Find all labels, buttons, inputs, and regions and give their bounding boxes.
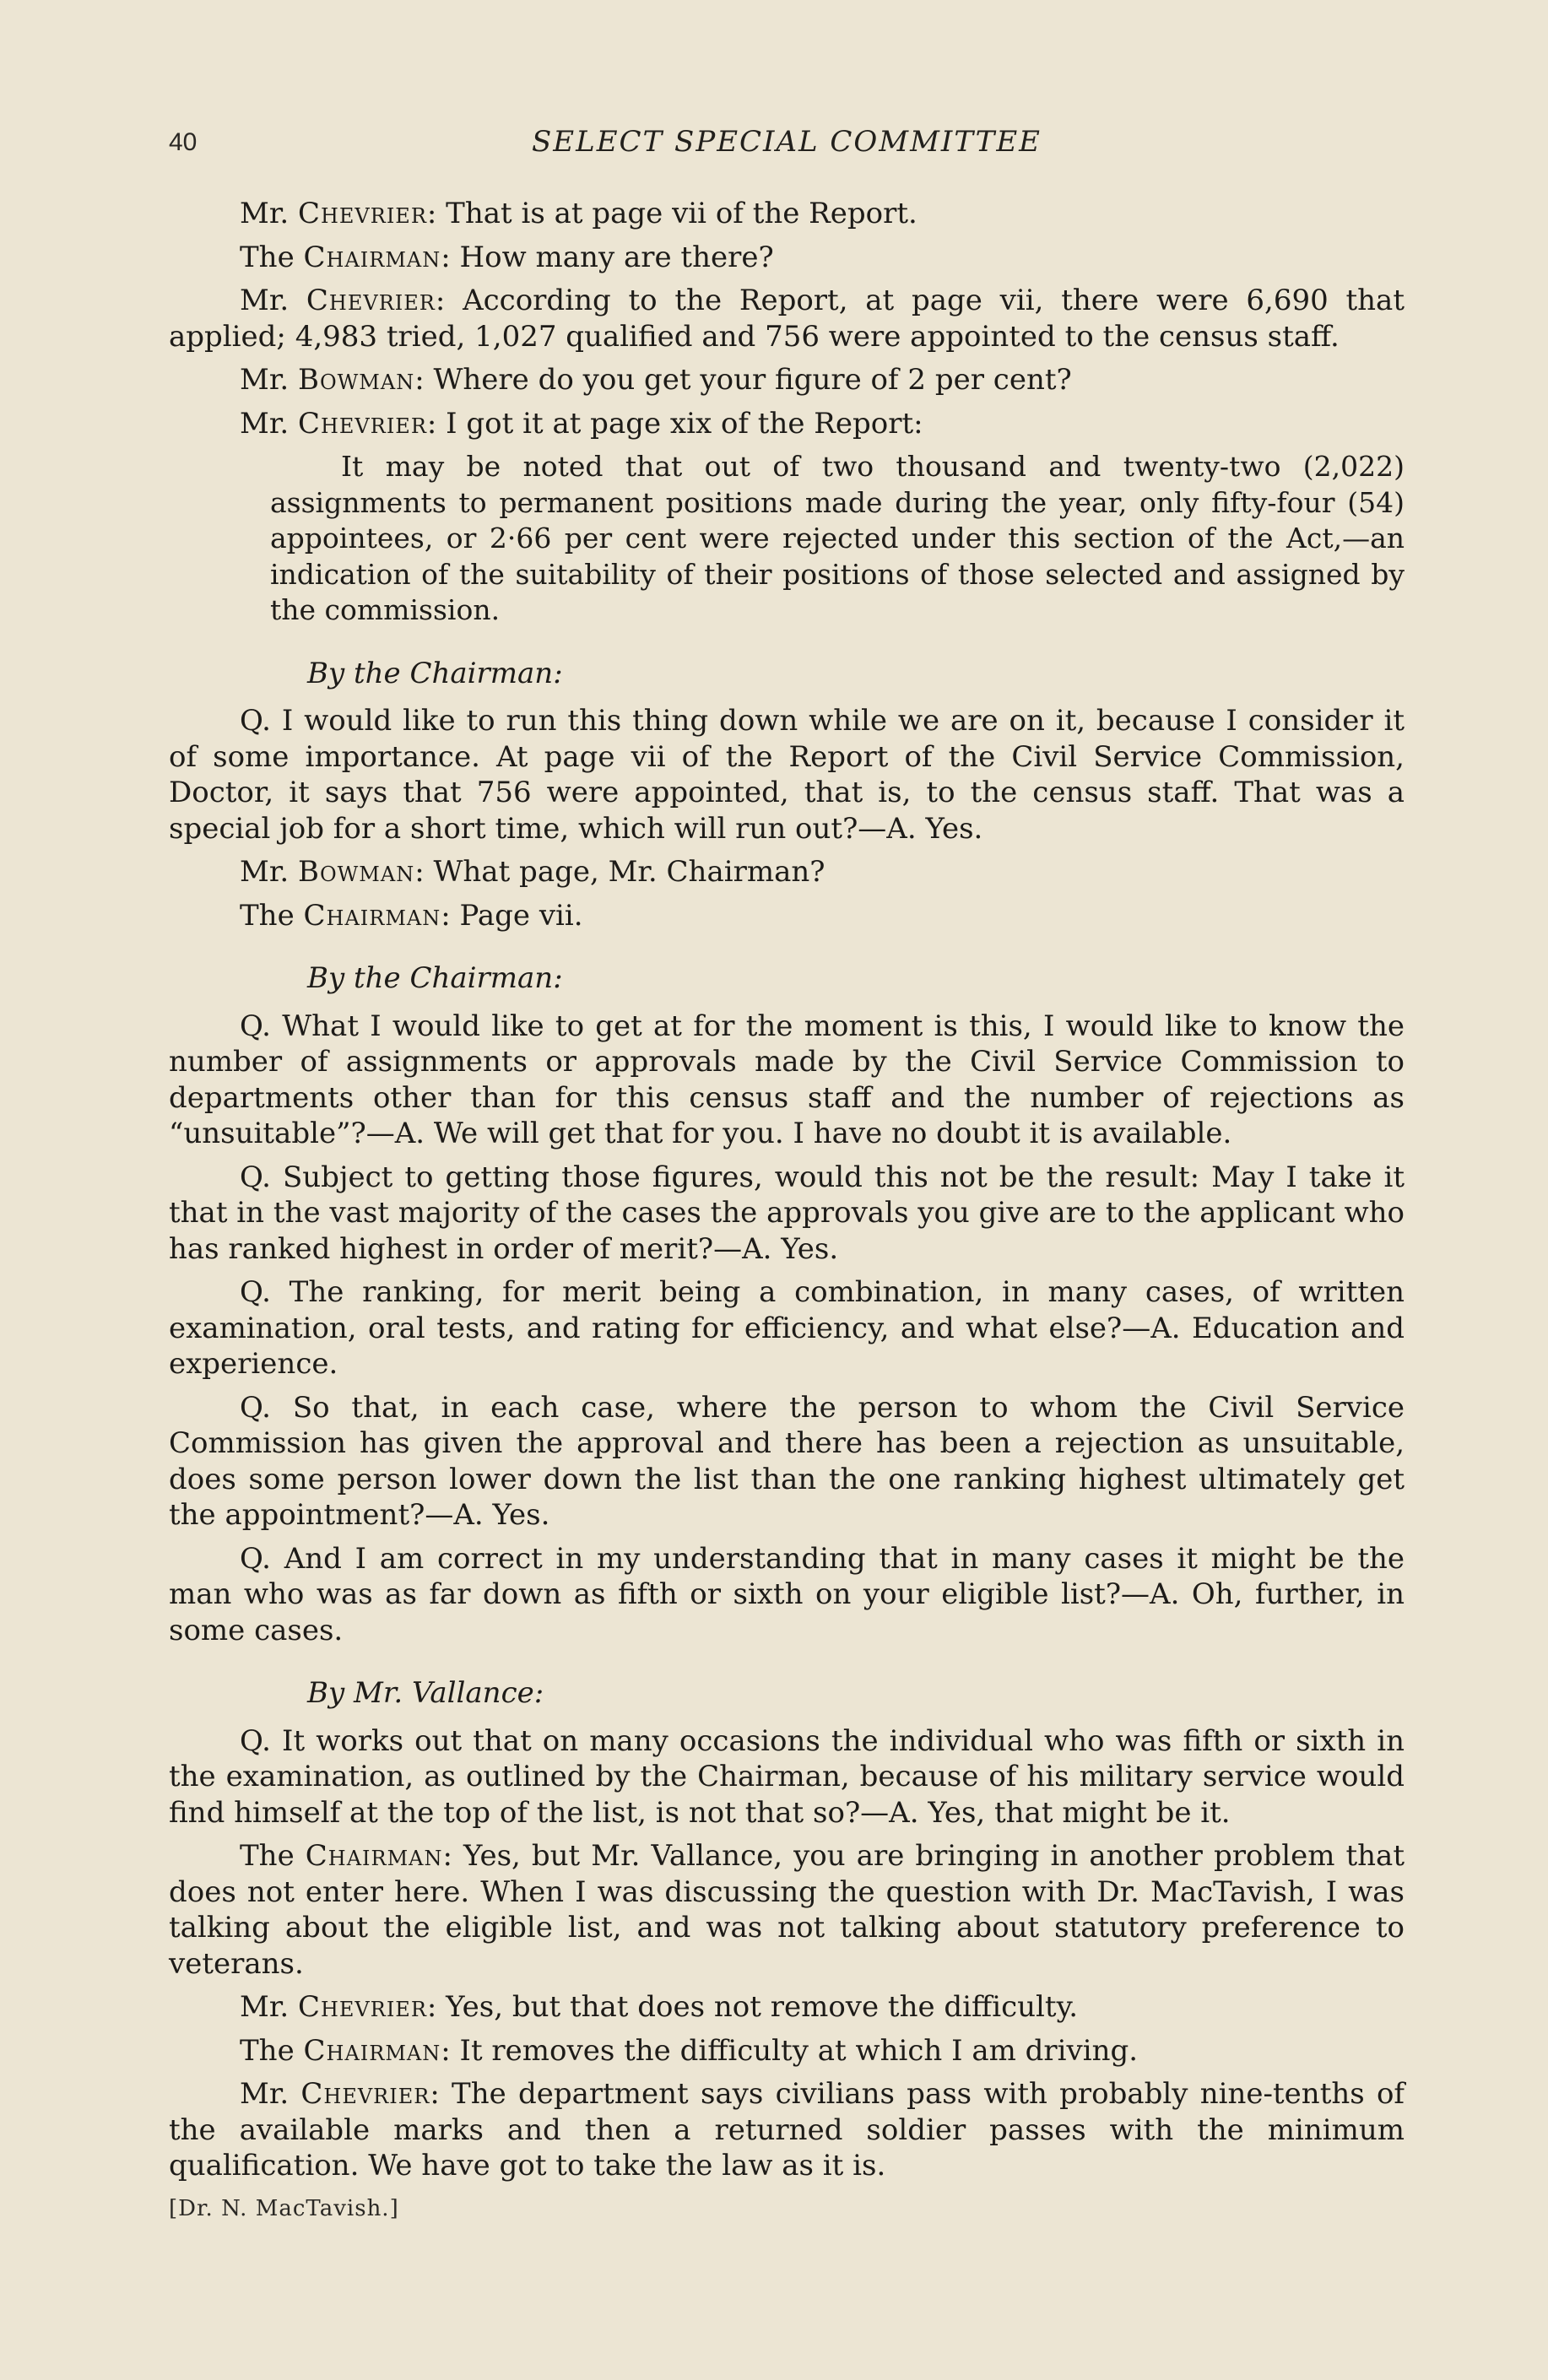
speaker-prefix: Mr.: [240, 406, 298, 441]
paragraph: [169, 2033, 1405, 2069]
block-quote: [270, 449, 1405, 629]
speaker-name: Chairman: [303, 2033, 441, 2068]
paragraph-text: : Page vii.: [441, 898, 583, 933]
paragraph-text: : What page, Mr. Chairman?: [414, 855, 825, 889]
section-heading: By Mr. Vallance:: [307, 1676, 544, 1710]
speaker-prefix: Mr.: [240, 2077, 301, 2111]
paragraph: [169, 854, 1405, 890]
paragraph: [169, 1989, 1405, 2026]
page-body: [169, 196, 1405, 2192]
page-number: 40: [169, 128, 198, 156]
witness-footer: [Dr. N. MacTavish.]: [169, 2196, 399, 2221]
question-paragraph: Q. Subject to getting those figures, would this not be the result: May I take it that in the vast majority of the cases the approvals you give are to the applicant who has ranked highest in order of merit?—A. Yes.: [169, 1160, 1405, 1266]
speaker-name: Chevrier: [306, 284, 436, 317]
speaker-name: Chevrier: [297, 406, 427, 441]
paragraph: [169, 898, 1405, 934]
paragraph: [169, 1838, 1405, 1982]
speaker-name: Chevrier: [297, 197, 427, 230]
speaker-prefix: The: [240, 240, 304, 274]
question-paragraph: Q. It works out that on many occasions the individual who was fifth or sixth in the examination, as outlined by the Chairman, because of his military service would find himself at the top of the list, is not that so?—A. Yes, that might be it.: [169, 1723, 1405, 1830]
quote-text: It may be noted that out of two thousand and twenty-two (2,022) assignments to permanent positions made during the year, only fifty-four (54) appointees, or 2·66 per cent were rejected under this section of the Act,—an indication of the suitability of their positions of those selected and assigned by the commission.: [270, 450, 1405, 626]
speaker-name: Chairman: [303, 240, 441, 274]
paragraph-text: : That is at page vii of the Report.: [426, 197, 917, 230]
paragraph-text: : The department says civilians pass with probably nine-tenths of the available marks and then a returned soldier passes with the minimum qualification. We have got to take the law as it is.: [169, 2077, 1405, 2183]
speaker-name: Bowman: [297, 855, 415, 889]
question-paragraph: Q. So that, in each case, where the person to whom the Civil Service Commission has given the approval and there has been a rejection as unsuitable, does some person lower down the list than the one ranking highest ultimately get the appointment?—A. Yes.: [169, 1390, 1405, 1532]
paragraph-text: : Where do you get your figure of 2 per cent?: [414, 363, 1072, 397]
speaker-prefix: Mr.: [240, 284, 306, 317]
speaker-prefix: Mr.: [240, 363, 298, 397]
section-heading: By the Chairman:: [307, 656, 563, 690]
speaker-name: Chairman: [305, 1839, 443, 1873]
paragraph-text: : Yes, but that does not remove the difficulty.: [426, 1990, 1079, 2024]
paragraph-text: : According to the Report, at page vii, there were 6,690 that applied; 4,983 tried, 1,027 qualified and 756 were appointed to the census staff.: [169, 284, 1405, 354]
question-paragraph: Q. I would like to run this thing down while we are on it, because I consider it of some importance. At page vii of the Report of the Civil Service Commission, Doctor, it says that 756 were appointed, that is, to the census staff. That was a special job for a short time, which will run out?—A. Yes.: [169, 704, 1405, 846]
paragraph-text: : It removes the difficulty at which I am driving.: [441, 2033, 1139, 2068]
speaker-name: Chairman: [303, 898, 441, 933]
paragraph: [169, 283, 1405, 354]
paragraph: [169, 2076, 1405, 2184]
speaker-prefix: The: [240, 898, 304, 933]
speaker-prefix: The: [240, 1839, 306, 1873]
speaker-prefix: The: [240, 2033, 304, 2068]
question-paragraph: Q. The ranking, for merit being a combination, in many cases, of written examination, oral tests, and rating for efficiency, and what else?—A. Education and experience.: [169, 1275, 1405, 1381]
paragraph: [169, 406, 1405, 442]
speaker-name: Bowman: [297, 363, 415, 397]
running-title: SELECT SPECIAL COMMITTEE: [532, 125, 1042, 159]
paragraph-text: : I got it at page xix of the Report:: [426, 406, 923, 441]
question-paragraph: Q. And I am correct in my understanding that in many cases it might be the man who was as far down as fifth or sixth on your eligible list?—A. Oh, further, in some cases.: [169, 1541, 1405, 1647]
paragraph: [169, 196, 1405, 232]
paragraph-text: : Yes, but Mr. Vallance, you are bringing in another problem that does not enter here. When I was discussing the question with Dr. MacTavish, I was talking about the eligible list, and was not talking about statutory preference to veterans.: [169, 1839, 1405, 1981]
speaker-prefix: Mr.: [240, 855, 298, 889]
paragraph: [169, 362, 1405, 398]
speaker-prefix: Mr.: [240, 1990, 298, 2024]
question-paragraph: Q. What I would like to get at for the moment is this, I would like to know the number of assignments or approvals made by the Civil Service Commission to departments other than for this census staff and the number of rejections as “unsuitable”?—A. We will get that for you. I have no doubt it is available.: [169, 1009, 1405, 1150]
speaker-name: Chevrier: [300, 2077, 430, 2111]
paragraph-text: : How many are there?: [441, 240, 774, 274]
section-heading: By the Chairman:: [307, 961, 563, 995]
speaker-prefix: Mr.: [240, 197, 298, 230]
paragraph: [169, 240, 1405, 276]
speaker-name: Chevrier: [297, 1990, 427, 2024]
